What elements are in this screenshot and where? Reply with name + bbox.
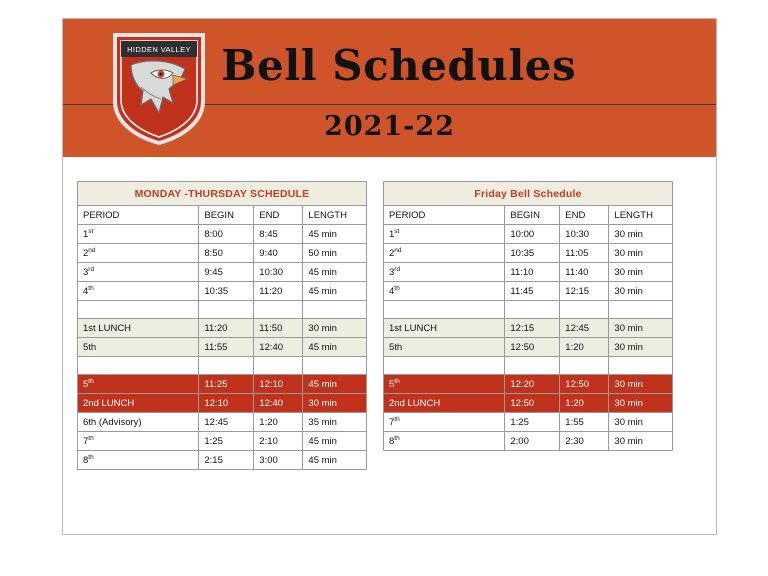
begin-cell xyxy=(505,357,560,375)
period-cell: 1st xyxy=(384,225,505,244)
length-cell: 30 min xyxy=(303,319,367,338)
length-cell: 45 min xyxy=(303,225,367,244)
end-cell: 12:40 xyxy=(254,394,303,413)
length-cell: 30 min xyxy=(609,375,673,394)
end-cell: 2:30 xyxy=(560,432,609,451)
begin-cell: 12:50 xyxy=(505,394,560,413)
period-cell: 4th xyxy=(384,282,505,301)
mon-thu-caption: MONDAY -THURSDAY SCHEDULE xyxy=(78,182,367,206)
end-cell: 2:10 xyxy=(254,432,303,451)
friday-spacer-row xyxy=(384,301,673,319)
monday-thursday-body xyxy=(78,182,367,470)
length-cell: 45 min xyxy=(303,375,367,394)
friday-caption: Friday Bell Schedule xyxy=(384,182,673,206)
begin-cell: 10:35 xyxy=(505,244,560,263)
friday-row xyxy=(384,375,673,394)
friday-column-header: END xyxy=(560,206,609,225)
period-cell xyxy=(384,301,505,319)
mon-thu-row xyxy=(78,263,367,282)
length-cell: 30 min xyxy=(303,394,367,413)
friday-column-header: PERIOD xyxy=(384,206,505,225)
length-cell: 45 min xyxy=(303,432,367,451)
begin-cell: 12:45 xyxy=(199,413,254,432)
mon-thu-caption-row xyxy=(78,182,367,206)
friday-schedule-table xyxy=(383,181,673,451)
period-cell: 5th xyxy=(384,375,505,394)
begin-cell: 10:35 xyxy=(199,282,254,301)
period-cell: 1st LUNCH xyxy=(384,319,505,338)
period-cell: 2nd xyxy=(384,244,505,263)
end-cell: 12:15 xyxy=(560,282,609,301)
mon-thu-row xyxy=(78,394,367,413)
period-cell: 8th xyxy=(384,432,505,451)
mon-thu-row xyxy=(78,244,367,263)
begin-cell: 11:55 xyxy=(199,338,254,357)
end-cell: 12:40 xyxy=(254,338,303,357)
period-cell: 6th (Advisory) xyxy=(78,413,199,432)
period-cell: 1st LUNCH xyxy=(78,319,199,338)
end-cell xyxy=(560,357,609,375)
friday-row xyxy=(384,338,673,357)
end-cell: 10:30 xyxy=(254,263,303,282)
end-cell: 1:20 xyxy=(560,338,609,357)
period-cell: 1st xyxy=(78,225,199,244)
length-cell: 30 min xyxy=(609,319,673,338)
end-cell xyxy=(254,357,303,375)
length-cell xyxy=(303,301,367,319)
end-cell: 9:40 xyxy=(254,244,303,263)
period-cell xyxy=(384,357,505,375)
length-cell: 50 min xyxy=(303,244,367,263)
length-cell: 30 min xyxy=(609,394,673,413)
mon-thu-column-header-row xyxy=(78,206,367,225)
end-cell: 12:50 xyxy=(560,375,609,394)
friday-column-header-row xyxy=(384,206,673,225)
period-cell: 3rd xyxy=(384,263,505,282)
page-subtitle: 2021-22 xyxy=(324,111,455,142)
page-title: Bell Schedules xyxy=(221,41,577,90)
end-cell xyxy=(254,301,303,319)
end-cell xyxy=(560,301,609,319)
mon-thu-spacer-row xyxy=(78,301,367,319)
period-cell: 5th xyxy=(78,375,199,394)
length-cell: 30 min xyxy=(609,338,673,357)
begin-cell: 12:15 xyxy=(505,319,560,338)
period-cell: 2nd LUNCH xyxy=(384,394,505,413)
length-cell: 35 min xyxy=(303,413,367,432)
friday-caption-row xyxy=(384,182,673,206)
begin-cell: 10:00 xyxy=(505,225,560,244)
period-cell: 8th xyxy=(78,451,199,470)
friday-row xyxy=(384,413,673,432)
begin-cell: 8:00 xyxy=(199,225,254,244)
friday-row xyxy=(384,244,673,263)
begin-cell: 8:50 xyxy=(199,244,254,263)
period-cell: 5th xyxy=(384,338,505,357)
slide-header xyxy=(63,19,716,157)
begin-cell: 1:25 xyxy=(505,413,560,432)
mon-thu-row xyxy=(78,451,367,470)
mon-thu-row xyxy=(78,375,367,394)
length-cell xyxy=(303,357,367,375)
begin-cell: 12:20 xyxy=(505,375,560,394)
mon-thu-row xyxy=(78,338,367,357)
end-cell: 11:40 xyxy=(560,263,609,282)
friday-row xyxy=(384,263,673,282)
friday-column-header: LENGTH xyxy=(609,206,673,225)
friday-spacer-row xyxy=(384,357,673,375)
begin-cell xyxy=(199,357,254,375)
period-cell: 3rd xyxy=(78,263,199,282)
length-cell: 30 min xyxy=(609,244,673,263)
bell-schedule-slide xyxy=(62,18,717,535)
begin-cell: 12:10 xyxy=(199,394,254,413)
end-cell: 11:20 xyxy=(254,282,303,301)
mon-thu-spacer-row xyxy=(78,357,367,375)
friday-row xyxy=(384,282,673,301)
end-cell: 12:10 xyxy=(254,375,303,394)
end-cell: 11:50 xyxy=(254,319,303,338)
length-cell: 30 min xyxy=(609,263,673,282)
begin-cell: 1:25 xyxy=(199,432,254,451)
period-cell: 2nd LUNCH xyxy=(78,394,199,413)
mon-thu-column-header: LENGTH xyxy=(303,206,367,225)
end-cell: 12:45 xyxy=(560,319,609,338)
period-cell: 4th xyxy=(78,282,199,301)
period-cell: 7th xyxy=(384,413,505,432)
friday-column-header: BEGIN xyxy=(505,206,560,225)
begin-cell: 11:20 xyxy=(199,319,254,338)
mon-thu-row xyxy=(78,413,367,432)
friday-row xyxy=(384,394,673,413)
mon-thu-row xyxy=(78,225,367,244)
length-cell: 30 min xyxy=(609,282,673,301)
monday-thursday-schedule-table xyxy=(77,181,367,470)
period-cell xyxy=(78,301,199,319)
length-cell: 45 min xyxy=(303,282,367,301)
begin-cell: 2:00 xyxy=(505,432,560,451)
length-cell: 45 min xyxy=(303,451,367,470)
begin-cell: 2:15 xyxy=(199,451,254,470)
begin-cell: 12:50 xyxy=(505,338,560,357)
end-cell: 8:45 xyxy=(254,225,303,244)
length-cell: 45 min xyxy=(303,263,367,282)
friday-row xyxy=(384,432,673,451)
end-cell: 10:30 xyxy=(560,225,609,244)
mon-thu-column-header: BEGIN xyxy=(199,206,254,225)
begin-cell: 9:45 xyxy=(199,263,254,282)
end-cell: 1:20 xyxy=(254,413,303,432)
length-cell: 30 min xyxy=(609,225,673,244)
friday-row xyxy=(384,319,673,338)
mon-thu-row xyxy=(78,432,367,451)
period-cell: 7th xyxy=(78,432,199,451)
friday-row xyxy=(384,225,673,244)
mon-thu-row xyxy=(78,319,367,338)
begin-cell: 11:45 xyxy=(505,282,560,301)
end-cell: 1:55 xyxy=(560,413,609,432)
friday-body xyxy=(384,182,673,451)
end-cell: 11:05 xyxy=(560,244,609,263)
begin-cell: 11:10 xyxy=(505,263,560,282)
length-cell: 30 min xyxy=(609,432,673,451)
end-cell: 3:00 xyxy=(254,451,303,470)
end-cell: 1:20 xyxy=(560,394,609,413)
begin-cell xyxy=(505,301,560,319)
mon-thu-row xyxy=(78,282,367,301)
mon-thu-column-header: END xyxy=(254,206,303,225)
schedules-area xyxy=(63,157,716,536)
begin-cell xyxy=(199,301,254,319)
period-cell: 2nd xyxy=(78,244,199,263)
length-cell xyxy=(609,357,673,375)
length-cell: 45 min xyxy=(303,338,367,357)
length-cell: 30 min xyxy=(609,413,673,432)
period-cell: 5th xyxy=(78,338,199,357)
period-cell xyxy=(78,357,199,375)
length-cell xyxy=(609,301,673,319)
mon-thu-column-header: PERIOD xyxy=(78,206,199,225)
begin-cell: 11:25 xyxy=(199,375,254,394)
svg-text:HIDDEN VALLEY: HIDDEN VALLEY xyxy=(127,45,191,54)
